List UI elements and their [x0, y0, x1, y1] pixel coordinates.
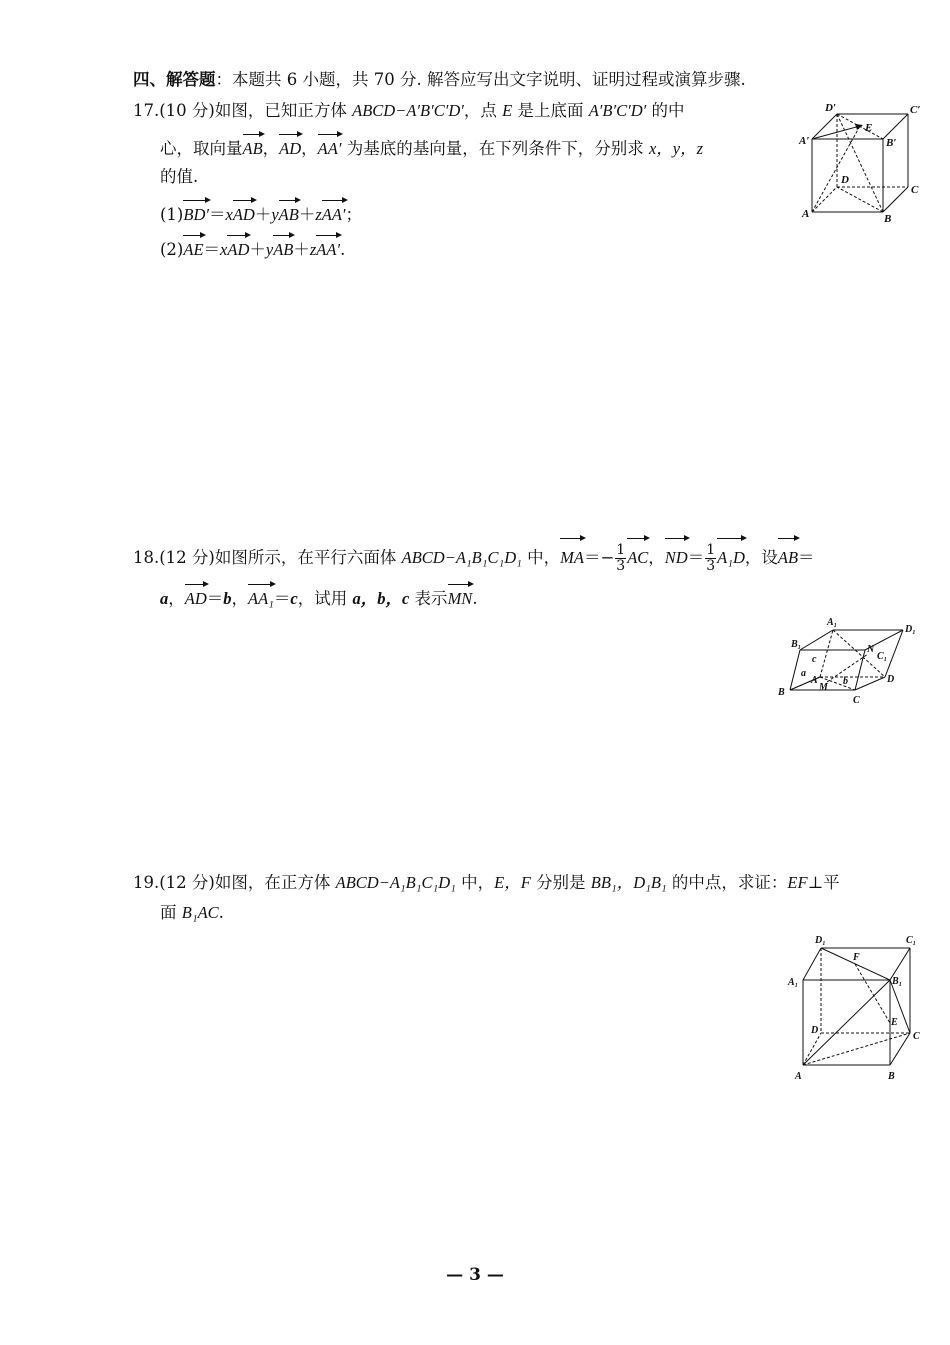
page-number: — 3 —	[446, 1265, 504, 1285]
label-a: A	[795, 1071, 802, 1082]
numerator: 1	[616, 542, 626, 558]
label-a-vec: a	[801, 668, 806, 679]
q17-cube-name: ABCD−A′B′C′D′	[352, 101, 464, 120]
part-label: (2)	[160, 240, 184, 259]
edge-bb1	[790, 650, 800, 690]
fraction-one-third	[705, 543, 716, 574]
q19-segments: BB₁，D₁B₁	[590, 873, 667, 892]
vector-ad: AD	[227, 234, 249, 260]
comma: ，	[262, 139, 280, 158]
period: .	[472, 589, 478, 608]
label-b-vec: b	[843, 676, 848, 687]
vec-c: c	[290, 589, 298, 608]
label-c1: C′	[910, 104, 921, 116]
label-d: D	[811, 1025, 819, 1036]
q18-line-1	[133, 537, 815, 574]
label-c: C	[913, 1031, 920, 1042]
vector-a1d: A₁D	[717, 537, 745, 573]
edge-bc	[890, 1033, 910, 1065]
q19-score: (12 分)	[159, 873, 215, 892]
plus: ＋	[254, 205, 272, 224]
var-y: y	[271, 205, 279, 224]
q18-solid-name: ABCD−A₁B₁C₁D₁	[401, 548, 522, 567]
fraction-one-third	[615, 543, 626, 574]
plus: ＋	[249, 240, 266, 259]
q18-text: 表示	[409, 589, 448, 608]
edge-cc1	[855, 650, 865, 690]
semicolon: ；	[345, 205, 363, 224]
q17-text: ，点	[463, 101, 503, 120]
label-d: D	[887, 674, 895, 685]
section-intro: ：本题共 6 小题，共 70 分. 解答应写出文字说明、证明过程或演算步骤.	[215, 70, 746, 89]
minus: −	[600, 548, 615, 567]
q19-line-2	[160, 903, 224, 923]
section-header	[133, 70, 746, 90]
edge-b1c1	[883, 114, 908, 139]
period: .	[340, 240, 346, 259]
equals: ＝	[206, 589, 224, 608]
label-c: C	[911, 184, 919, 196]
comma: ，	[301, 139, 318, 158]
q17-top-face: A′B′C′D′	[588, 101, 647, 120]
q18-text: 如图所示，在平行六面体	[214, 548, 402, 567]
segment-ef	[855, 964, 890, 1023]
vec-abc: a，b，c	[352, 589, 410, 608]
q17-text: 为基底的基向量，在下列条件下，分别求	[341, 139, 649, 158]
q17-part-2	[160, 234, 345, 260]
label-d1: D₁	[905, 624, 916, 635]
vector-mn: MN	[448, 583, 473, 609]
equals: ＝	[798, 548, 815, 567]
numerator: 1	[706, 542, 716, 558]
var-z: z	[315, 205, 322, 224]
figure-19-cube	[785, 930, 925, 1085]
q19-text: 平	[823, 873, 840, 892]
label-b1: B₁	[791, 639, 802, 650]
diag-bd1	[837, 114, 883, 212]
q19-text: 如图，在正方体	[214, 873, 336, 892]
edge-a1d1	[803, 948, 821, 980]
figure-18-parallelepiped	[775, 612, 925, 707]
denominator: 3	[706, 558, 716, 574]
edge-dd1	[885, 630, 903, 677]
q17-text: 的中	[646, 101, 685, 120]
section-heading: 四、解答题	[133, 70, 216, 89]
label-e: E	[891, 1017, 898, 1028]
q17-line-3	[160, 167, 198, 187]
label-a1: A₁	[827, 617, 838, 628]
q18-text: 中，	[521, 548, 561, 567]
q19-text: 分别是	[530, 873, 591, 892]
vector-aa1: AA′	[322, 199, 346, 225]
equals: ＝	[203, 240, 221, 259]
q19-ef-perp: EF⊥	[787, 873, 824, 892]
label-d1: D₁	[815, 935, 826, 946]
label-e: E	[865, 122, 873, 134]
q19-text: 面	[160, 903, 182, 922]
vector-ma: MA	[560, 537, 584, 573]
q17-text: 的值.	[160, 167, 199, 186]
var-x: x	[225, 205, 233, 224]
var-y: y	[265, 240, 274, 259]
vector-ab: AB	[778, 537, 798, 573]
q17-line-2	[160, 133, 703, 159]
plus: ＋	[298, 205, 316, 224]
denominator: 3	[616, 558, 626, 574]
label-c1: C₁	[906, 935, 917, 946]
part-label: (1)	[160, 205, 184, 224]
label-c1: C₁	[877, 651, 888, 662]
label-a: A	[811, 675, 818, 686]
label-c-vec: c	[812, 654, 817, 665]
label-n: N	[867, 644, 875, 655]
label-d1: D′	[825, 102, 837, 114]
q17-line-1	[133, 101, 684, 121]
vec-a: a	[160, 589, 169, 608]
q19-points: E，F	[494, 873, 531, 892]
edge-bc	[883, 187, 908, 212]
q17-text: 如图，已知正方体	[214, 101, 353, 120]
diag-bd	[837, 187, 883, 212]
edge-cd	[855, 677, 885, 690]
equals: ＝	[208, 205, 226, 224]
vector-ae: AE	[183, 234, 203, 260]
q17-text: 心，取向量	[160, 139, 243, 158]
q17-variables: x，y，z	[648, 139, 704, 158]
vec-b: b	[223, 589, 232, 608]
vector-ad: AD	[279, 133, 301, 159]
label-f: F	[853, 952, 860, 963]
vector-nd: ND	[665, 537, 688, 573]
q19-plane: B₁AC	[181, 903, 219, 922]
figure-17-cube	[795, 100, 925, 225]
label-m: M	[819, 682, 828, 693]
label-b1: B₁	[892, 976, 903, 987]
label-b: B	[888, 1071, 895, 1082]
q19-solid-name: ABCD−A₁B₁C₁D₁	[335, 873, 456, 892]
vector-ab: AB	[279, 199, 299, 225]
q17-text: 是上底面	[512, 101, 589, 120]
q19-line-1	[133, 873, 840, 893]
plus: ＋	[293, 240, 310, 259]
label-b1: B′	[886, 137, 897, 149]
comma: ，	[168, 589, 185, 608]
q17-point-e: E	[502, 101, 513, 120]
q17-part-1	[160, 199, 362, 225]
comma: ，	[648, 548, 665, 567]
label-b: B	[778, 687, 785, 698]
vector-ab: AB	[243, 133, 263, 159]
q19-text: 中，	[455, 873, 495, 892]
vector-aa1: AA′	[316, 234, 340, 260]
vector-ad: AD	[185, 583, 207, 609]
equals: ＝	[273, 589, 291, 608]
vector-ad: AD	[233, 199, 255, 225]
label-a: A	[802, 208, 810, 220]
var-x: x	[220, 240, 228, 259]
comma: ，	[231, 589, 248, 608]
vector-bd1: BD′	[183, 199, 209, 225]
label-c: C	[853, 695, 860, 706]
q19-number: 19.	[133, 873, 160, 892]
vector-aa1: AA₁	[248, 583, 274, 609]
var-z: z	[309, 240, 317, 259]
q19-text: 的中点，求证：	[666, 873, 788, 892]
vector-ac: AC	[627, 537, 648, 573]
label-d: D	[841, 174, 849, 186]
q18-number: 18.	[133, 548, 160, 567]
label-b: B	[884, 213, 892, 225]
q18-text: ，设	[744, 548, 778, 567]
q18-line-2	[160, 583, 478, 609]
q18-text: ，试用	[297, 589, 353, 608]
period: .	[218, 903, 224, 922]
q18-score: (12 分)	[159, 548, 215, 567]
label-a1: A′	[799, 135, 810, 147]
vector-aa1: AA′	[318, 133, 342, 159]
q17-number: 17.	[133, 101, 160, 120]
q17-score: (10 分)	[159, 101, 215, 120]
equals: ＝	[687, 548, 705, 567]
vector-ab: AB	[273, 234, 293, 260]
edge-ad-hidden	[812, 187, 837, 212]
equals: ＝	[583, 548, 601, 567]
label-a1: A₁	[788, 977, 799, 988]
